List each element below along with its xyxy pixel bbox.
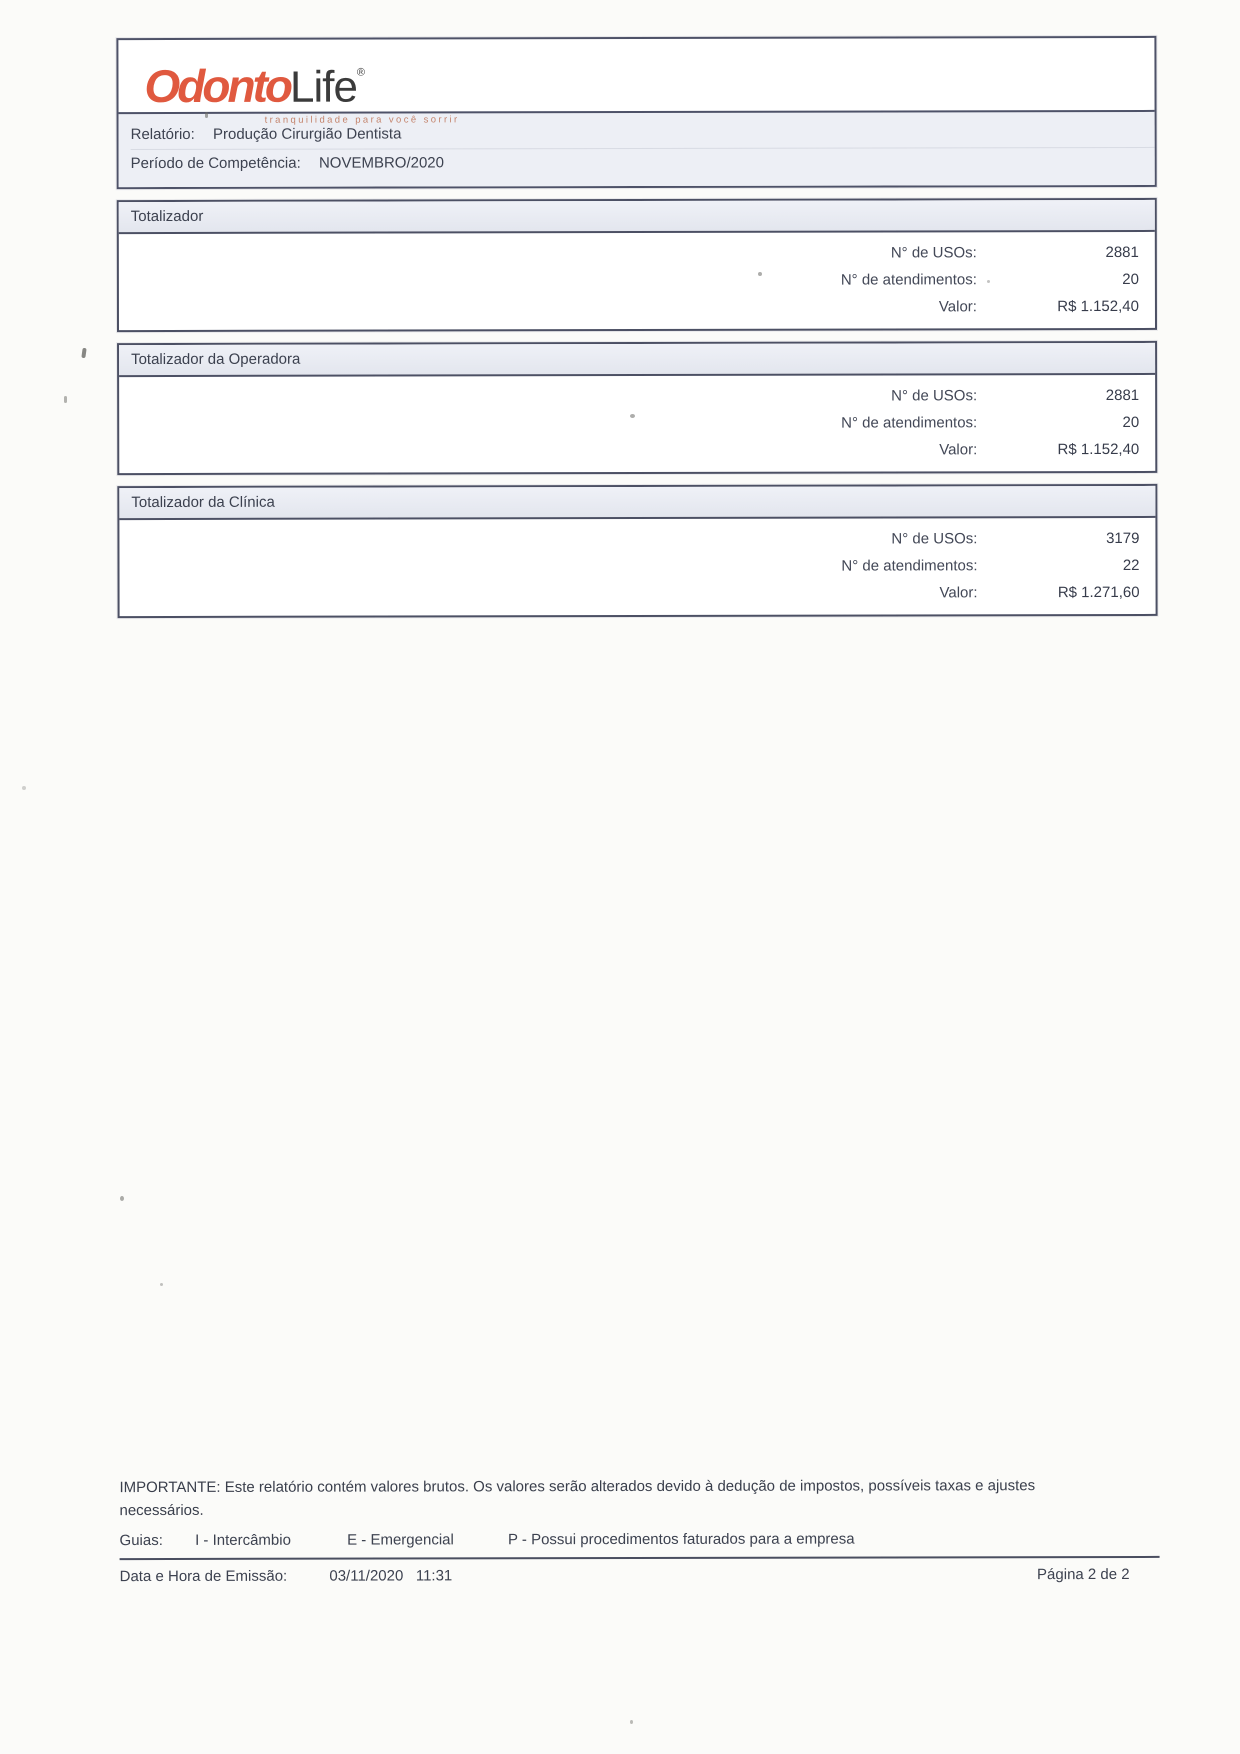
valor-label: Valor: — [939, 441, 978, 459]
registered-trademark-icon: ® — [356, 66, 366, 79]
document-content — [116, 36, 1157, 1586]
report-title: Produção Cirurgião Dentista — [212, 125, 402, 143]
atendimentos-row — [119, 266, 1155, 295]
section-title: Totalizador da Operadora — [119, 343, 1155, 377]
section-body — [119, 232, 1155, 330]
guias-label: Guias: — [119, 1531, 163, 1550]
section-title: Totalizador da Clínica — [119, 486, 1155, 520]
report-period-row — [131, 147, 1155, 178]
scan-speck — [630, 1720, 633, 1724]
guia-emergencial: E - Emergencial — [347, 1531, 454, 1549]
usos-row — [119, 239, 1155, 268]
valor-value: R$ 1.152,40 — [1057, 297, 1139, 316]
footer-divider — [120, 1556, 1160, 1560]
scan-speck — [64, 396, 67, 403]
scan-speck — [630, 414, 635, 418]
odontolife-logo — [118, 38, 1154, 126]
scan-speck — [758, 272, 762, 276]
usos-label: N° de USOs: — [891, 387, 978, 405]
usos-value: 3179 — [1106, 529, 1140, 548]
totalizador-operadora-section — [117, 341, 1157, 475]
scan-speck — [205, 112, 208, 118]
atendimentos-row — [119, 552, 1155, 581]
scan-speck — [120, 1196, 124, 1201]
period-label: Período de Competência: — [130, 154, 301, 173]
emission-row — [120, 1565, 1160, 1587]
scan-speck — [22, 786, 26, 790]
usos-value: 2881 — [1105, 386, 1140, 405]
logo-odonto-text: Odonto — [144, 59, 291, 113]
atendimentos-value: 20 — [1122, 270, 1139, 288]
report-label: Relatório: — [130, 125, 195, 144]
atendimentos-label: N° de atendimentos: — [840, 271, 977, 289]
page-indicator: Página 2 de 2 — [1037, 1565, 1130, 1584]
logo-life-text: Life — [289, 62, 358, 112]
scan-speck — [160, 1283, 163, 1286]
usos-value: 2881 — [1105, 243, 1139, 262]
valor-row — [120, 579, 1156, 608]
valor-row — [119, 436, 1155, 465]
atendimentos-label: N° de atendimentos: — [841, 414, 978, 432]
emission-label: Data e Hora de Emissão: — [119, 1567, 288, 1586]
usos-label: N° de USOs: — [890, 244, 977, 262]
valor-label: Valor: — [938, 298, 977, 316]
atendimentos-row — [119, 409, 1155, 438]
important-notice: IMPORTANTE: Este relatório contém valores brutos. Os valores serão alterados devido à dedução de impostos, possíveis taxas e ajustes necessários. — [119, 1477, 1036, 1520]
section-body — [119, 375, 1155, 473]
scan-speck — [81, 348, 86, 358]
valor-row — [119, 293, 1155, 322]
valor-value: R$ 1.271,60 — [1057, 583, 1140, 602]
usos-label: N° de USOs: — [891, 530, 978, 548]
valor-label: Valor: — [939, 584, 978, 602]
section-title: Totalizador — [119, 200, 1155, 234]
usos-row — [119, 525, 1155, 554]
totalizador-section — [117, 198, 1157, 332]
usos-row — [119, 382, 1155, 411]
guia-faturados: P - Possui procedimentos faturados para a empresa — [507, 1530, 855, 1549]
logo-tagline: tranquilidade para você sorrir — [264, 114, 460, 126]
atendimentos-value: 20 — [1122, 413, 1140, 431]
totalizador-clinica-section — [117, 484, 1157, 618]
report-header-box — [116, 36, 1156, 189]
atendimentos-value: 22 — [1122, 556, 1140, 574]
report-info-area — [119, 110, 1155, 187]
report-footer — [119, 1474, 1159, 1587]
scan-speck — [987, 280, 990, 283]
section-body — [119, 518, 1155, 616]
report-title-row — [131, 119, 1155, 149]
emission-datetime: 03/11/2020 11:31 — [329, 1567, 453, 1585]
guia-intercambio: I - Intercâmbio — [195, 1531, 291, 1549]
guias-legend-row — [120, 1529, 1160, 1551]
period-value: NOVEMBRO/2020 — [318, 154, 445, 172]
valor-value: R$ 1.152,40 — [1057, 440, 1140, 459]
atendimentos-label: N° de atendimentos: — [841, 557, 978, 575]
